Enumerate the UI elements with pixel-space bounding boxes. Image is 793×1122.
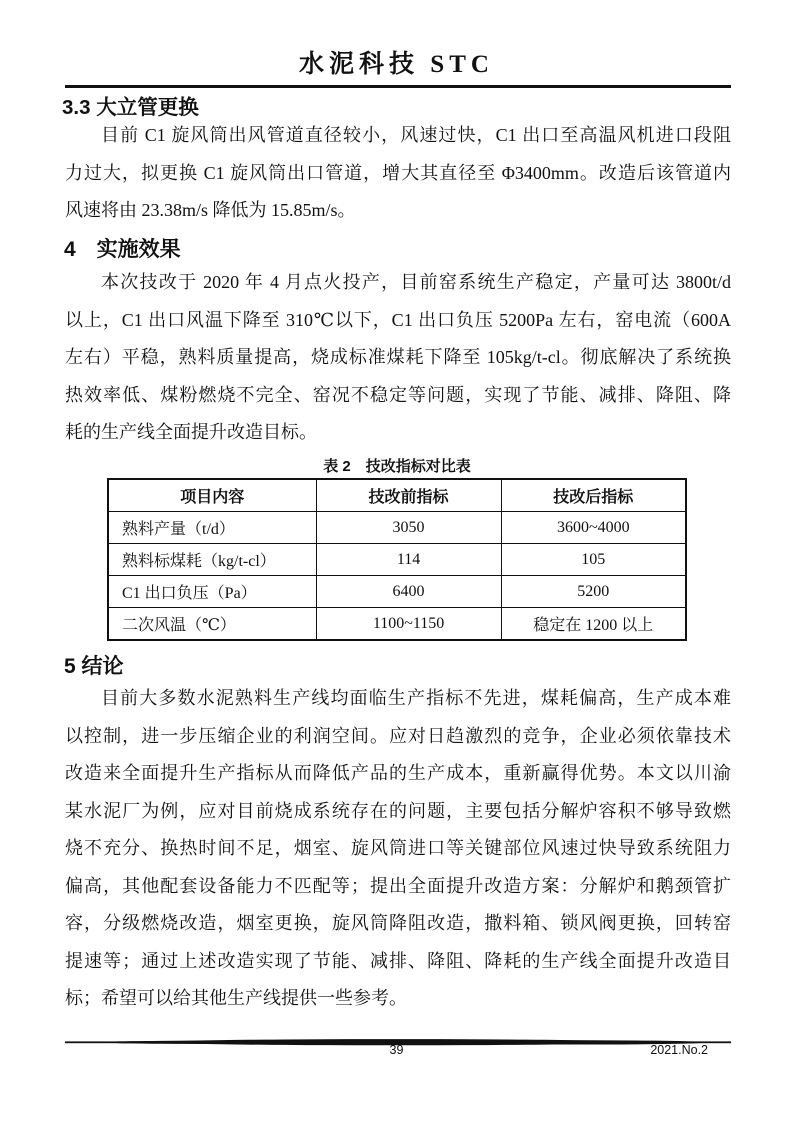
table-header-item: 项目内容 bbox=[108, 479, 316, 512]
table-cell-after: 105 bbox=[501, 544, 686, 576]
issue-label: 2021.No.2 bbox=[650, 1043, 708, 1057]
table-row bbox=[108, 608, 686, 641]
table-row bbox=[108, 512, 686, 544]
paragraph-line: 目前 C1 旋风筒出风管道直径较小，风速过快，C1 出口至高温风机进口段阻 bbox=[101, 125, 731, 145]
page-number: 39 bbox=[389, 1043, 404, 1057]
table-cell-before: 3050 bbox=[316, 512, 501, 544]
paragraph-line: 提速等；通过上述改造实现了节能、减排、降阻、降耗的生产线全面提升改造目 bbox=[65, 950, 731, 971]
section-3-3-heading: 3.3 大立管更换 bbox=[62, 96, 199, 119]
paragraph-line: 热效率低、煤粉燃烧不完全、窑况不稳定等问题，实现了节能、减排、降阻、降 bbox=[65, 384, 731, 405]
paragraph-line: 烧不充分、换热时间不足，烟室、旋风筒进口等关键部位风速过快导致系统阻力 bbox=[65, 838, 731, 858]
table-cell-item: 熟料产量（t/d） bbox=[108, 512, 316, 544]
table-cell-before: 114 bbox=[316, 544, 501, 576]
journal-header-title: 水泥科技 STC bbox=[299, 51, 494, 78]
paragraph-line: 本次技改于 2020 年 4 月点火投产，目前窑系统生产稳定，产量可达 3800t/d bbox=[101, 272, 731, 292]
paragraph-line: 力过大，拟更换 C1 旋风筒出口管道，增大其直径至 Φ3400mm。改造后该管道内 bbox=[65, 162, 731, 183]
table-cell-after: 稳定在 1200 以上 bbox=[501, 608, 686, 641]
paragraph-line: 改造来全面提升生产指标从而降低产品的生产成本，重新赢得优势。本文以川渝 bbox=[65, 763, 731, 783]
paragraph-implementation-effect bbox=[65, 264, 731, 452]
paragraph-line: 容，分级燃烧改造，烟室更换，旋风筒降阻改造，撒料箱、锁风阀更换，回转窑 bbox=[65, 913, 731, 933]
table-row bbox=[108, 544, 686, 576]
section-4-heading: 4 实施效果 bbox=[64, 238, 181, 261]
header-divider bbox=[65, 85, 731, 88]
paragraph-conclusion bbox=[65, 680, 731, 1018]
paragraph-line: 耗的生产线全面提升改造目标。 bbox=[65, 422, 317, 442]
table-header-after: 技改后指标 bbox=[501, 479, 686, 512]
paragraph-line: 以上，C1 出口风温下降至 310℃以下，C1 出口负压 5200Pa 左右，窑电流（600A bbox=[65, 309, 731, 330]
comparison-table bbox=[107, 478, 687, 641]
paragraph-line: 标；希望可以给其他生产线提供一些参考。 bbox=[65, 988, 407, 1008]
table-cell-item: 二次风温（℃） bbox=[108, 608, 316, 641]
table-cell-after: 5200 bbox=[501, 576, 686, 608]
table-cell-item: 熟料标煤耗（kg/t-cl） bbox=[108, 544, 316, 576]
paragraph-line: 某水泥厂为例，应对目前烧成系统存在的问题，主要包括分解炉容积不够导致燃 bbox=[65, 800, 731, 821]
table-caption: 表 2 技改指标对比表 bbox=[323, 458, 471, 475]
paragraph-line: 以控制，进一步压缩企业的利润空间。应对日趋激烈的竞争，企业必须依靠技术 bbox=[65, 725, 731, 746]
paragraph-line: 目前大多数水泥熟料生产线均面临生产指标不先进，煤耗偏高，生产成本难 bbox=[101, 688, 731, 708]
footer-divider bbox=[65, 1034, 731, 1043]
table-cell-item: C1 出口负压（Pa） bbox=[108, 576, 316, 608]
section-5-heading: 5 结论 bbox=[64, 655, 124, 678]
table-cell-after: 3600~4000 bbox=[501, 512, 686, 544]
table-cell-before: 1100~1150 bbox=[316, 608, 501, 641]
table-header-row bbox=[108, 479, 686, 512]
paragraph-riser-pipe-replacement bbox=[65, 117, 731, 230]
paragraph-line: 偏高，其他配套设备能力不匹配等；提出全面提升改造方案：分解炉和鹅颈管扩 bbox=[65, 875, 731, 896]
paragraph-line: 左右）平稳，熟料质量提高，烧成标准煤耗下降至 105kg/t-cl。彻底解决了系统换 bbox=[65, 347, 731, 367]
table-cell-before: 6400 bbox=[316, 576, 501, 608]
table-header-before: 技改前指标 bbox=[316, 479, 501, 512]
table-row bbox=[108, 576, 686, 608]
paragraph-line: 风速将由 23.38m/s 降低为 15.85m/s。 bbox=[65, 200, 356, 220]
